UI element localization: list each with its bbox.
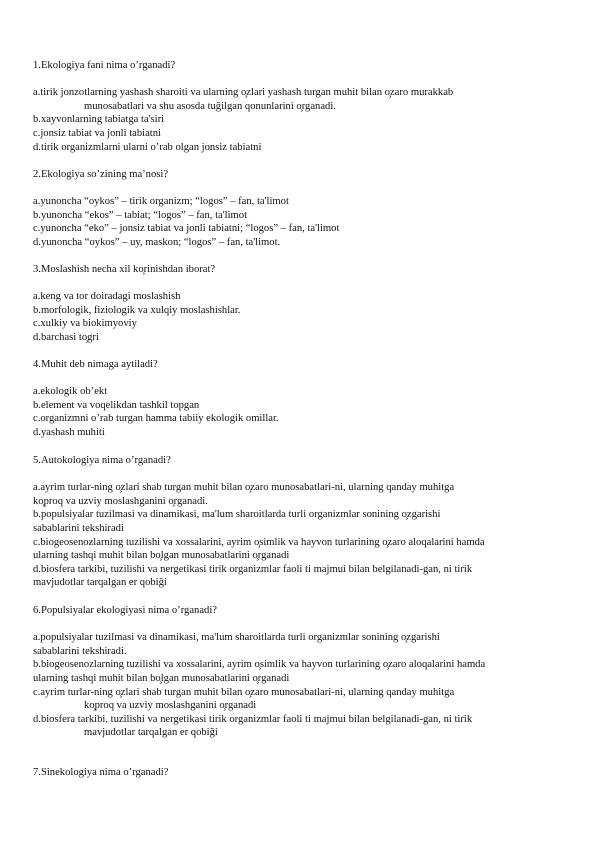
answer-line: d.yunoncha “oykos” – uy, maskon; “logos” – fan, ta'limot. bbox=[33, 236, 281, 248]
question-6 bbox=[33, 604, 573, 740]
answer-line: b.morfologik, fiziologik va xulqiy moslashishlar. bbox=[33, 304, 241, 316]
answer-line: c.xulkiy va biokimyoviy bbox=[33, 318, 137, 330]
answer-options bbox=[33, 631, 573, 740]
answer-line: d.yashash muhiti bbox=[33, 426, 105, 438]
answer-line: mavjudotlar tarqalgan er qobiği bbox=[84, 727, 218, 739]
answer-line: sabablarini tekshiradi bbox=[33, 522, 124, 534]
answer-line: munosabatlari va shu asosda tuğilgan qonunlarini o̧rganadi. bbox=[84, 100, 336, 112]
answer-options bbox=[33, 195, 573, 249]
answer-line: a.ayrim turlar-ning o̧zlari shab turgan muhit bilan o̧zaro munosabatlari-ni, ularning qanday muhitga bbox=[33, 482, 455, 494]
answer-line: b.biogeosenozlarning tuzilishi va xossalarini, ayrim o̧simlik va hayvon turlarining o̧zaro aloqalarini hamda bbox=[33, 659, 486, 671]
question-2 bbox=[33, 168, 573, 250]
answer-line: ularning tashqi muhit bilan bo̧lgan munosabatlarini o̧rganadi bbox=[33, 550, 290, 562]
question-7 bbox=[33, 766, 573, 780]
question-title: 2.Ekologiya so’zining ma’nosi? bbox=[33, 169, 169, 180]
answer-line: c.organizmni o’rab turgan hamma tabiiy ekologik omillar. bbox=[33, 413, 279, 425]
answer-line: d.tirik organizmlarni ularni o’rab olgan jonsiz tabiatni bbox=[33, 141, 262, 153]
answer-line: a.populsiyalar tuzilmasi va dinamikasi, ma'lum sharoitlarda turli organizmlar sonining o̧zgarishi bbox=[33, 632, 440, 644]
answer-line: c.biogeosenozlarning tuzilishi va xossalarini, ayrim o̧simlik va hayvon turlarining o̧zaro aloqalarini hamda bbox=[33, 536, 485, 548]
answer-line: a.keng va tor doiradagi moslashish bbox=[33, 291, 181, 303]
answer-options bbox=[33, 290, 573, 344]
answer-line: ko̧proq va uzviy moslashganini o̧rganadi. bbox=[33, 495, 208, 507]
answer-line: c.yunoncha “eko” – jonsiz tabiat va jonli tabiatni; “logos” – fan, ta'limot bbox=[33, 223, 340, 235]
answer-line: b.yunoncha “ekos” – tabiat; “logos” – fan, ta'limot bbox=[33, 209, 248, 221]
question-title: 1.Ekologiya fani nima o’rganadi? bbox=[33, 60, 176, 71]
question-title: 3.Moslashish necha xil ko̧rinishdan iborat? bbox=[33, 264, 216, 275]
question-title: 5.Autokologiya nima o’rganadi? bbox=[33, 455, 171, 466]
answer-line: mavjudotlar tarqalgan er qobiği bbox=[33, 577, 167, 589]
answer-options bbox=[33, 86, 573, 154]
answer-line: b.populsiyalar tuzilmasi va dinamikasi, ma'lum sharoitlarda turli organizmlar sonining o̧zgarishi bbox=[33, 509, 441, 521]
answer-line: d.barchasi to̧gri bbox=[33, 331, 99, 343]
answer-line: c.jonsiz tabiat va jonli tabiatni bbox=[33, 127, 161, 139]
answer-line: b.xayvonlarning tabiatga ta'siri bbox=[33, 114, 165, 126]
answer-line: ko̧proq va uzviy moslashganini o̧rganadi bbox=[84, 700, 257, 712]
answer-line: a.ekologik ob’ekt bbox=[33, 386, 108, 398]
answer-line: ularning tashqi muhit bilan bo̧lgan munosabatlarini o̧rganadi bbox=[33, 672, 290, 684]
answer-line: c.ayrim turlar-ning o̧zlari shab turgan muhit bilan o̧zaro munosabatlari-ni, ularning qanday muhitga bbox=[33, 686, 455, 698]
answer-line: d.biosfera tarkibi, tuzilishi va nergetikasi tirik organizmlar faoli ti majmui bilan belgilanadi-gan, ni tirik bbox=[33, 713, 473, 725]
answer-line: a.tirik jonzotlarning yashash sharoiti va ularning o̧zlari yashash turgan muhit bilan o̧zaro murakkab bbox=[33, 87, 454, 99]
question-title: 4.Muhit deb nimaga aytiladi? bbox=[33, 359, 158, 370]
question-title: 6.Populsiyalar ekologiyasi nima o’rganadi? bbox=[33, 605, 217, 616]
answer-line: a.yunoncha “oykos” – tirik organizm; “logos” – fan, ta'limot bbox=[33, 196, 289, 208]
question-title: 7.Sinekologiya nima o’rganadi? bbox=[33, 767, 169, 778]
question-1 bbox=[33, 59, 573, 154]
question-3 bbox=[33, 263, 573, 345]
answer-options bbox=[33, 481, 573, 590]
answer-options bbox=[33, 385, 573, 439]
answer-line: b.element va voqelikdan tashkil topgan bbox=[33, 399, 200, 411]
question-4 bbox=[33, 358, 573, 440]
answer-line: d.biosfera tarkibi, tuzilishi va nergetikasi tirik organizmlar faoli ti majmui bilan belgilanadi-gan, ni tirik bbox=[33, 563, 473, 575]
question-5 bbox=[33, 454, 573, 590]
answer-line: sabablarini tekshiradi. bbox=[33, 645, 127, 657]
